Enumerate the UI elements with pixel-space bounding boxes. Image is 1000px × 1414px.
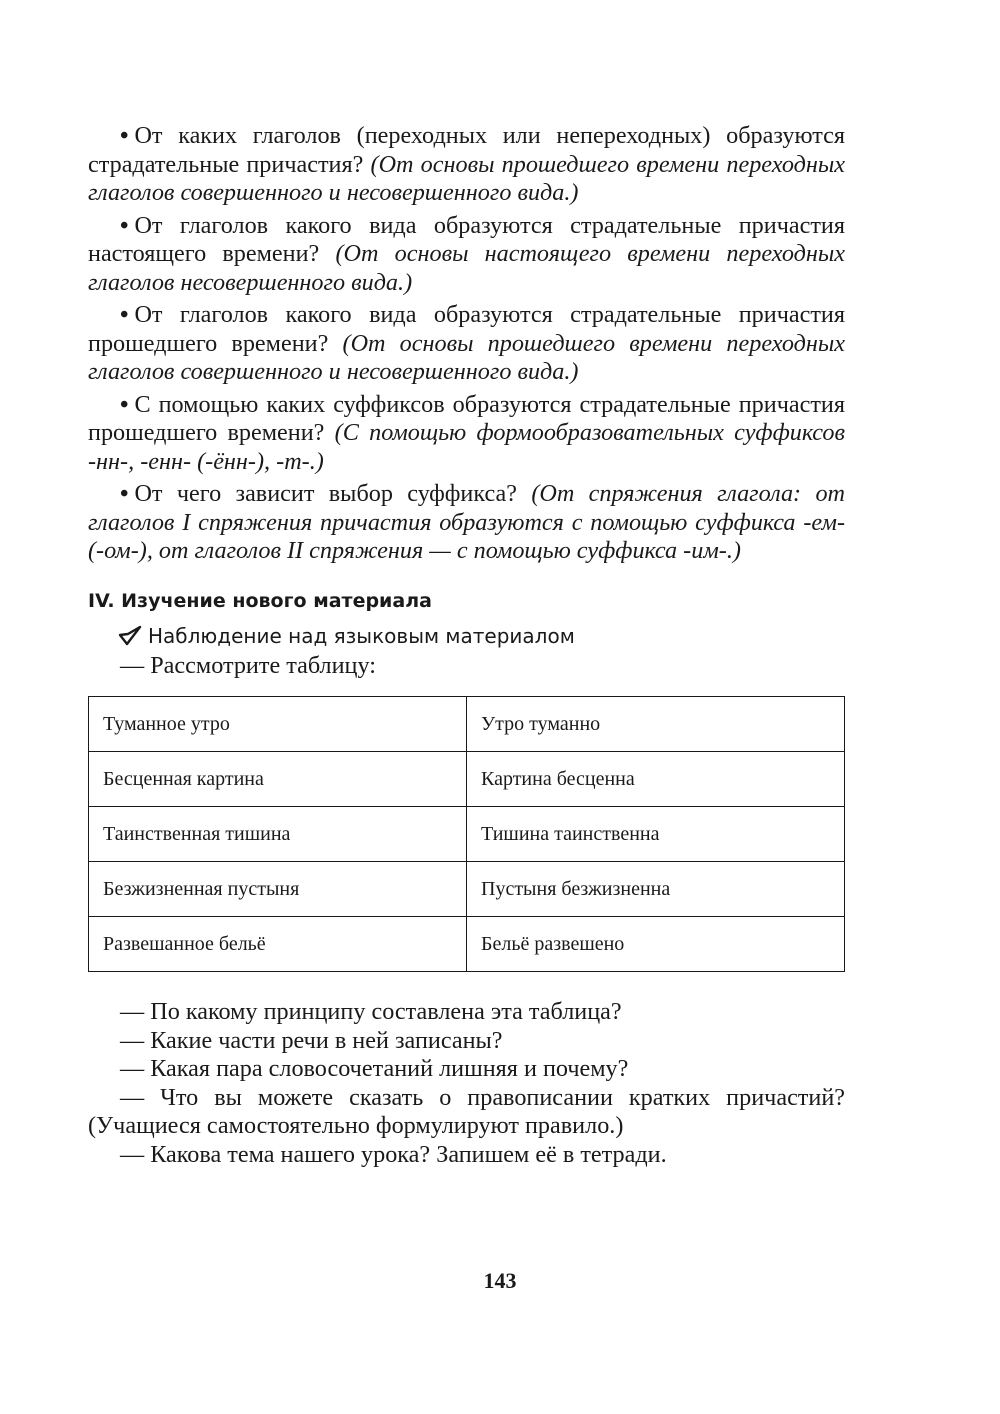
table-cell-short-form: Бельё развешено: [467, 917, 845, 972]
word-pairs-table: [88, 696, 845, 972]
table-row: [89, 697, 845, 752]
discussion-question: — Какова тема нашего урока? Запишем её в тетради.: [120, 1140, 667, 1168]
table-cell-short-form: Пустыня безжизненна: [467, 862, 845, 917]
answer-text: (От основы прошедшего времени переходных глаголов совершенного и несовершенного вида.): [88, 329, 845, 385]
table-row: [89, 752, 845, 807]
table-cell-short-form: Картина бесценна: [467, 752, 845, 807]
question-text: От глаголов какого вида образуются страдательные причастия прошедшего времени?: [88, 301, 845, 357]
table-cell-short-form: Тишина таинственна: [467, 807, 845, 862]
discussion-question: — Какие части речи в ней записаны?: [120, 1026, 503, 1054]
bullet-point: •: [120, 301, 129, 328]
table-cell-full-form: Безжизненная пустыня: [89, 862, 467, 917]
review-question: [88, 391, 845, 477]
page-number: 143: [483, 1268, 517, 1293]
bullet-point: •: [120, 122, 129, 149]
instruction-text: — Рассмотрите таблицу:: [120, 651, 376, 679]
review-question: [88, 122, 845, 208]
table-cell-short-form: Утро туманно: [467, 697, 845, 752]
table-row: [89, 862, 845, 917]
discussion-question: — Что вы можете сказать о правописании кратких причастий? (Учащиеся самостоятельно формулируют правило.): [88, 1083, 845, 1139]
check-icon: [118, 625, 142, 647]
bullet-point: •: [120, 390, 129, 418]
discussion-question: — Какая пара словосочетаний лишняя и почему?: [120, 1055, 629, 1082]
observation-label-row: [118, 622, 845, 650]
question-text: От каких глаголов (переходных или непереходных) образуются страдательные причастия?: [88, 122, 845, 178]
question-text: С помощью каких суффиксов образуются страдательные причастия прошедшего времени?: [88, 390, 845, 446]
answer-text: (От основы прошедшего времени переходных глаголов совершенного и несовершенного вида.): [88, 150, 845, 206]
bullet-point: •: [120, 480, 129, 507]
observation-label: Наблюдение над языковым материалом: [148, 623, 575, 648]
table-cell-full-form: Бесценная картина: [89, 752, 467, 807]
discussion-question: — По какому принципу составлена эта таблица?: [120, 998, 622, 1025]
table-row: [89, 917, 845, 972]
bullet-point: •: [120, 211, 129, 239]
discussion-questions: [88, 998, 845, 1169]
table-row: [89, 807, 845, 862]
question-text: От глаголов какого вида образуются страдательные причастия настоящего времени?: [88, 211, 845, 267]
review-question: [88, 301, 845, 387]
section-heading: IV. Изучение нового материала: [88, 589, 432, 612]
answer-text: (С помощью формообразовательных суффиксов -нн-, -енн- (-ённ-), -т-.): [88, 419, 845, 475]
review-question: [88, 212, 845, 298]
table-cell-full-form: Туманное утро: [89, 697, 467, 752]
answer-text: (От основы настоящего времени переходных глаголов несовершенного вида.): [88, 240, 846, 296]
table-cell-full-form: Развешанное бельё: [89, 917, 467, 972]
page-content: [88, 122, 845, 1169]
review-question: [88, 480, 845, 566]
table-cell-full-form: Таинственная тишина: [89, 807, 467, 862]
answer-text: (От спряжения глагола: от глаголов I спряжения причастия образуются с помощью суффикса -ем- (-ом-), от глаголов II спряжения — с помощью суффикса -им-.): [88, 480, 846, 564]
question-text: От чего зависит выбор суффикса?: [134, 480, 517, 507]
